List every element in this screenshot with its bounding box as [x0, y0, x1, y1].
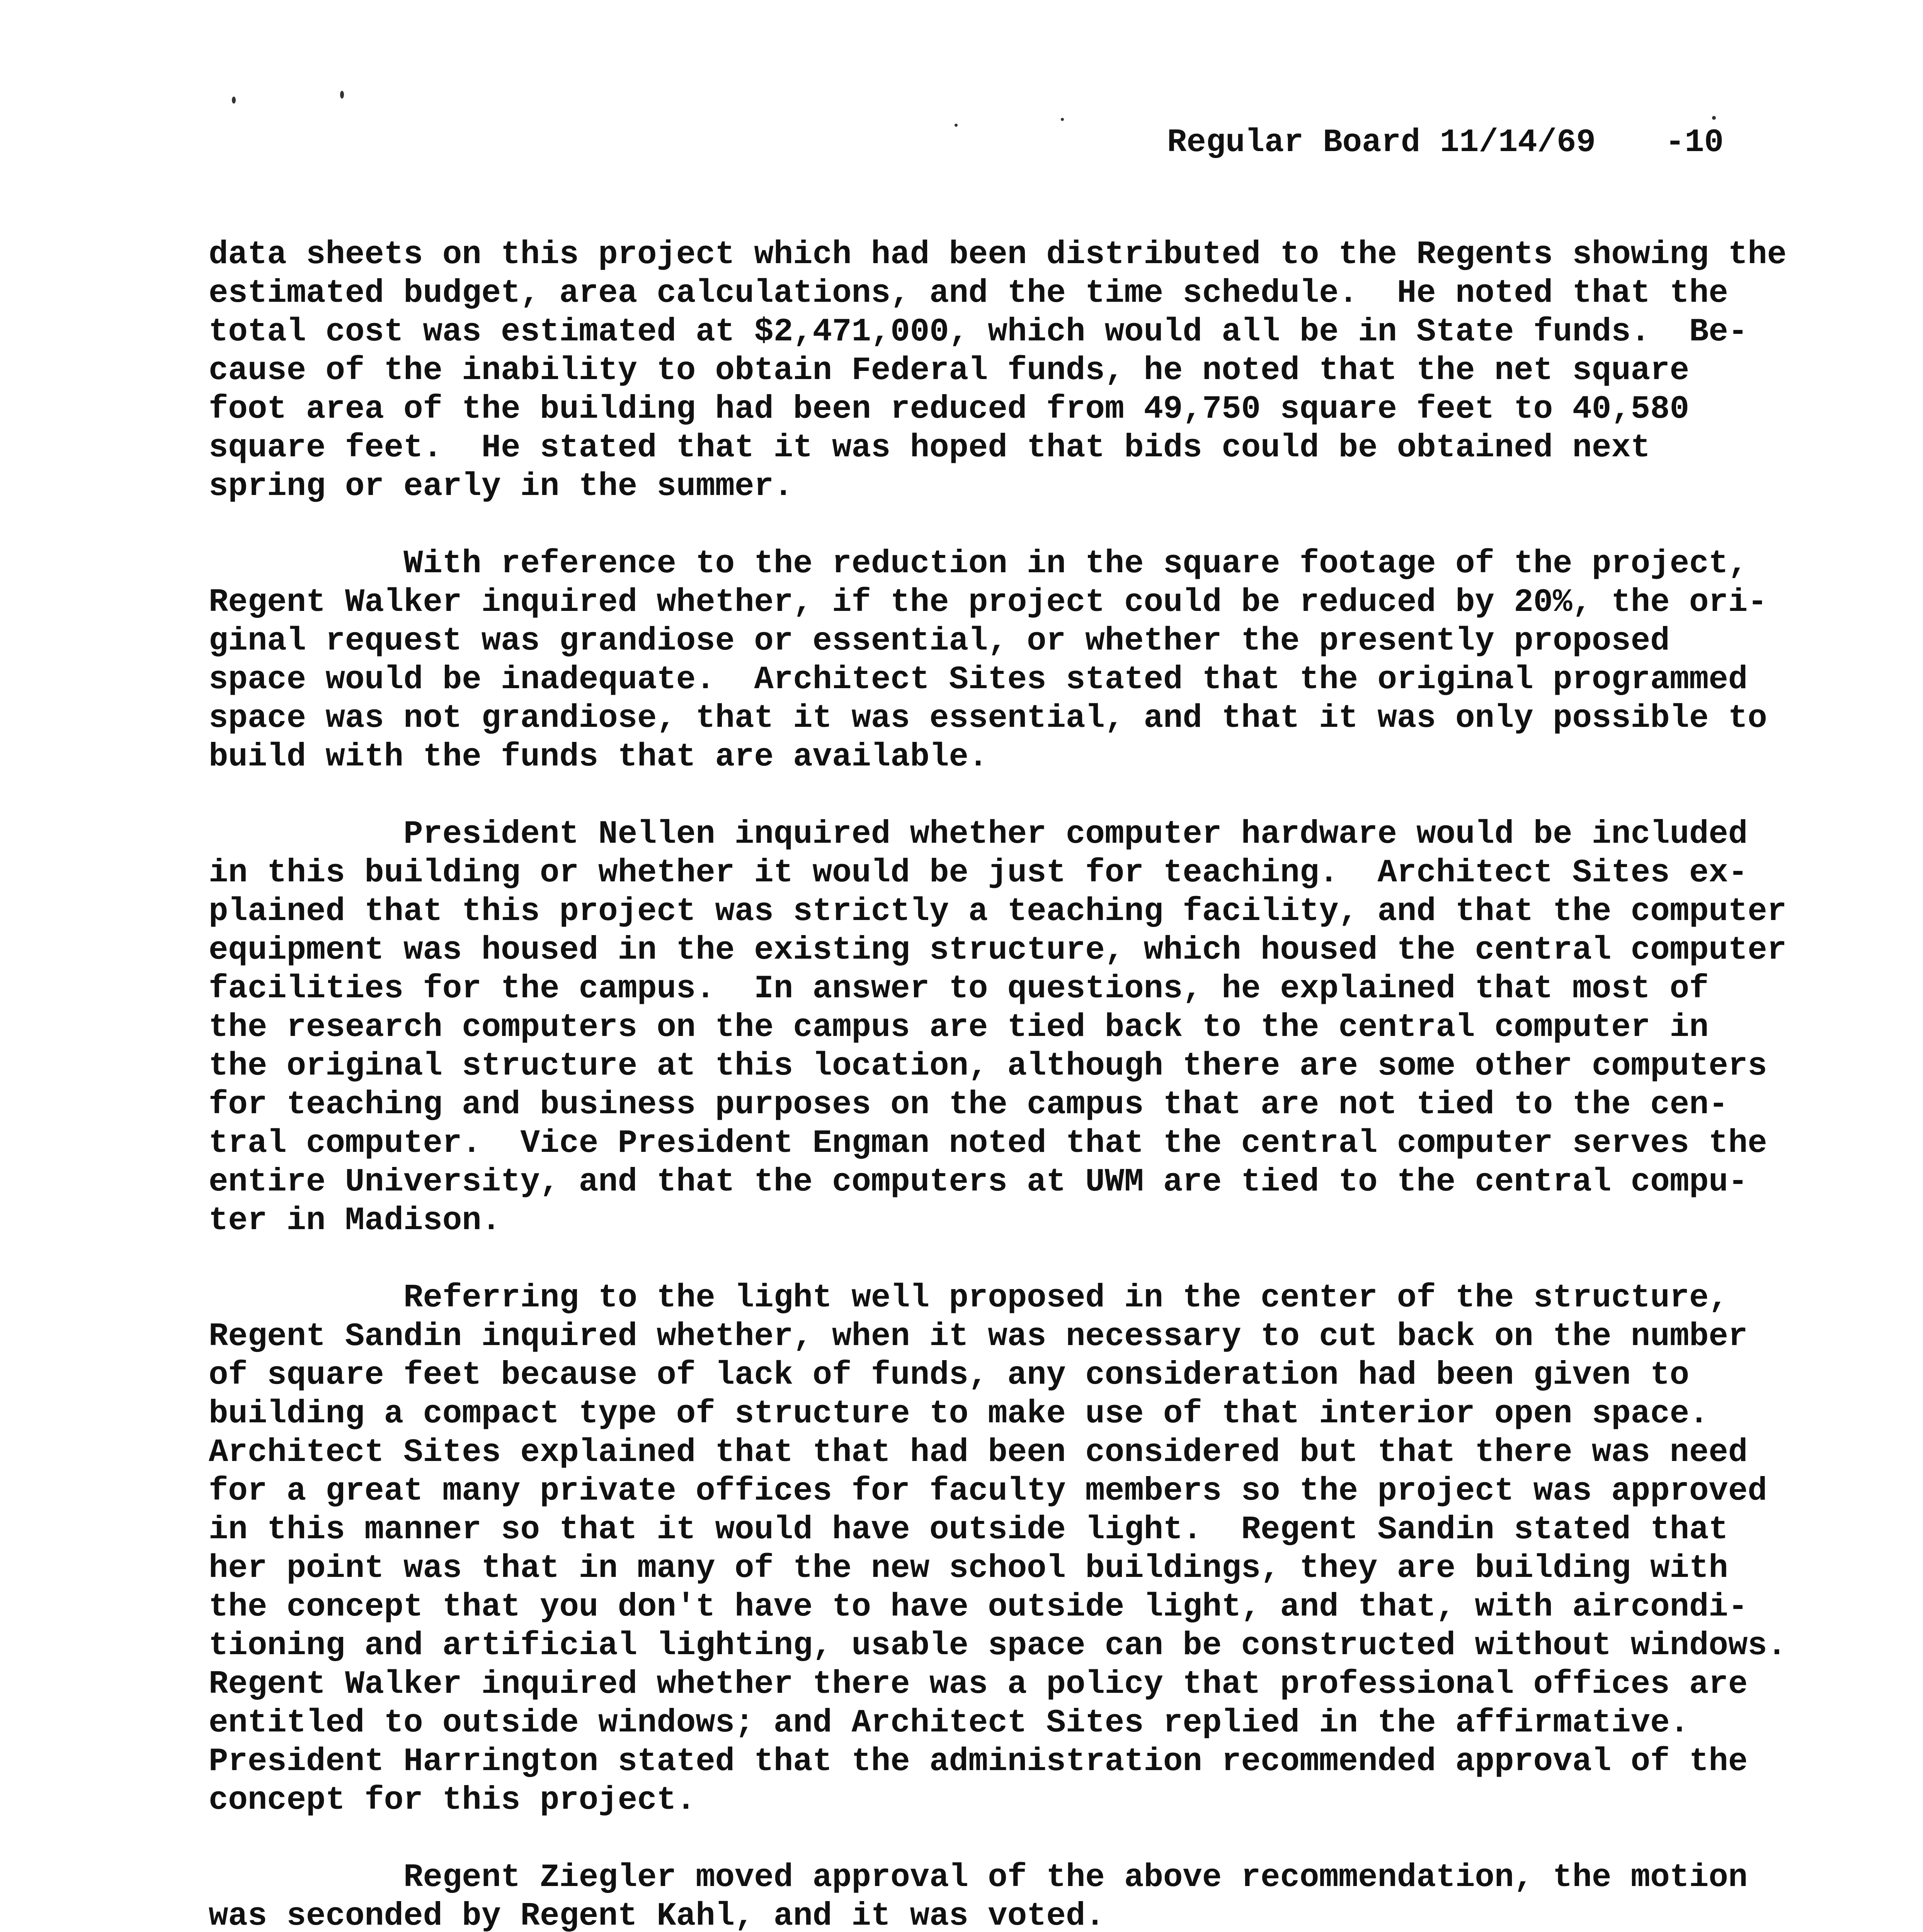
- text-line: in this manner so that it would have outside light. Regent Sandin stated that: [209, 1512, 1728, 1548]
- text-line: the concept that you don't have to have outside light, and that, with aircondi-: [209, 1589, 1748, 1626]
- scan-speck: [1061, 118, 1064, 121]
- text-line: plained that this project was strictly a teaching facility, and that the computer: [209, 893, 1787, 930]
- text-line: facilities for the campus. In answer to questions, he explained that most of: [209, 971, 1709, 1007]
- header-page-number: -10: [1665, 124, 1724, 161]
- text-line: Regent Ziegler moved approval of the above recommendation, the motion: [209, 1859, 1748, 1896]
- text-line: total cost was estimated at $2,471,000, which would all be in State funds. Be-: [209, 314, 1748, 350]
- text-line: Architect Sites explained that that had been considered but that there was need: [209, 1434, 1748, 1471]
- text-line: ginal request was grandiose or essential, or whether the presently proposed: [209, 623, 1670, 660]
- text-line: President Nellen inquired whether computer hardware would be included: [209, 816, 1748, 853]
- header-title: Regular Board 11/14/69: [1167, 124, 1596, 161]
- text-line: With reference to the reduction in the square footage of the project,: [209, 546, 1748, 582]
- paragraph: [209, 545, 1767, 777]
- scan-speck: [232, 97, 236, 104]
- text-line: in this building or whether it would be just for teaching. Architect Sites ex-: [209, 855, 1748, 891]
- text-line: tioning and artificial lighting, usable space can be constructed without windows.: [209, 1628, 1787, 1664]
- paragraph: [209, 1279, 1787, 1820]
- paragraph: [209, 236, 1787, 506]
- text-line: space was not grandiose, that it was essential, and that it was only possible to: [209, 700, 1767, 737]
- text-line: for a great many private offices for faculty members so the project was approved: [209, 1473, 1767, 1510]
- page-header: [1167, 124, 1724, 162]
- text-line: cause of the inability to obtain Federal funds, he noted that the net square: [209, 352, 1690, 389]
- scan-speck: [1712, 116, 1716, 120]
- text-line: President Harrington stated that the administration recommended approval of the: [209, 1743, 1748, 1780]
- text-line: foot area of the building had been reduced from 49,750 square feet to 40,580: [209, 391, 1690, 428]
- text-line: space would be inadequate. Architect Sites stated that the original programmed: [209, 662, 1748, 698]
- text-line: spring or early in the summer.: [209, 468, 793, 505]
- text-line: data sheets on this project which had been distributed to the Regents showing the: [209, 236, 1787, 273]
- scan-speck: [340, 91, 344, 99]
- scan-speck: [955, 124, 958, 127]
- text-line: concept for this project.: [209, 1782, 696, 1819]
- text-line: tral computer. Vice President Engman noted that the central computer serves the: [209, 1125, 1767, 1162]
- text-line: entitled to outside windows; and Architect Sites replied in the affirmative.: [209, 1705, 1690, 1742]
- text-line: the research computers on the campus are tied back to the central computer in: [209, 1009, 1709, 1046]
- text-line: entire University, and that the computers at UWM are tied to the central compu-: [209, 1164, 1748, 1201]
- text-line: her point was that in many of the new school buildings, they are building with: [209, 1550, 1728, 1587]
- text-line: for teaching and business purposes on the campus that are not tied to the cen-: [209, 1087, 1728, 1123]
- paragraph: [209, 1859, 1762, 1932]
- text-line: was seconded by Regent Kahl, and it was voted.: [209, 1898, 1105, 1932]
- text-line: build with the funds that are available.: [209, 739, 988, 776]
- text-line: estimated budget, area calculations, and the time schedule. He noted that the: [209, 275, 1728, 312]
- text-line: Regent Walker inquired whether, if the project could be reduced by 20%, the ori-: [209, 584, 1767, 621]
- text-line: building a compact type of structure to make use of that interior open space.: [209, 1396, 1709, 1432]
- text-line: square feet. He stated that it was hoped that bids could be obtained next: [209, 430, 1651, 466]
- text-line: the original structure at this location, although there are some other computers: [209, 1048, 1767, 1085]
- paragraph: [209, 815, 1787, 1240]
- text-line: equipment was housed in the existing structure, which housed the central computer: [209, 932, 1787, 969]
- text-line: ter in Madison.: [209, 1202, 501, 1239]
- text-line: Regent Sandin inquired whether, when it was necessary to cut back on the number: [209, 1318, 1748, 1355]
- text-line: Referring to the light well proposed in the center of the structure,: [209, 1280, 1728, 1316]
- text-line: of square feet because of lack of funds, any consideration had been given to: [209, 1357, 1690, 1394]
- document-body: [209, 236, 1787, 1932]
- text-line: Regent Walker inquired whether there was a policy that professional offices are: [209, 1666, 1748, 1703]
